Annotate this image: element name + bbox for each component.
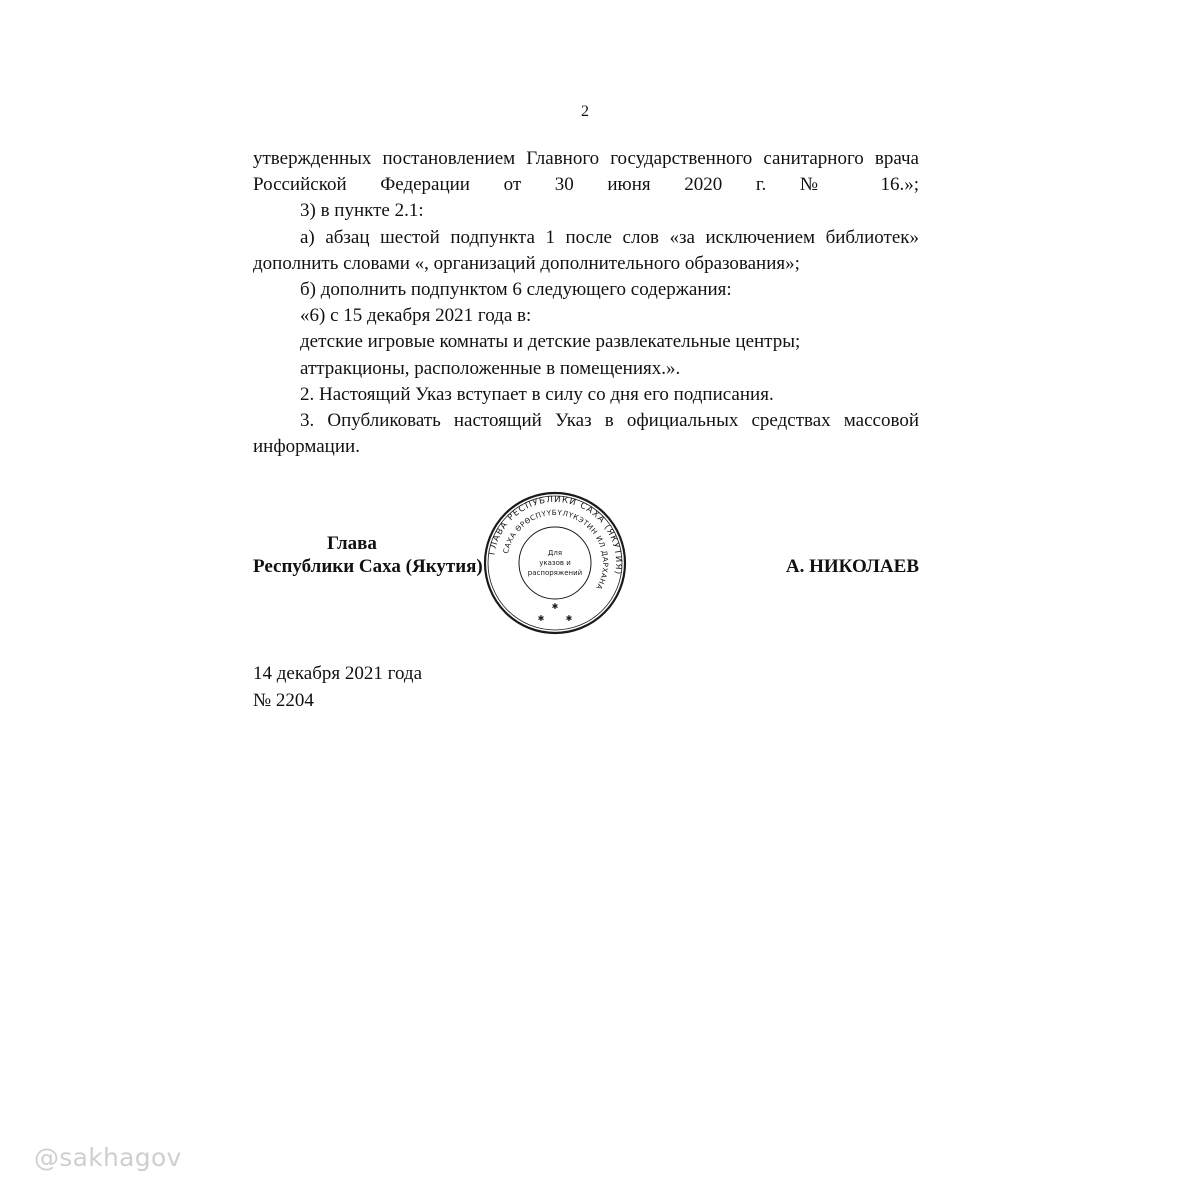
svg-text:✱: ✱ xyxy=(537,614,545,623)
seal-center-line-3: распоряжений xyxy=(527,569,583,577)
paragraph-item-2: 2. Настоящий Указ вступает в силу со дня его подписания. xyxy=(300,383,774,405)
svg-text:✱: ✱ xyxy=(551,602,559,611)
official-seal xyxy=(483,491,627,635)
seal-inner-text: САХА ӨРӨСПҮҮБҮЛҮКЭТИН ИЛ ДАРХАНА xyxy=(500,507,611,592)
paragraph-item-3-publish: 3. Опубликовать настоящий Указ в официальных средствах массовой информации. xyxy=(253,410,919,458)
paragraph-quote-6: «6) с 15 декабря 2021 года в: xyxy=(300,305,532,327)
page-number: 2 xyxy=(581,103,589,120)
watermark: @sakhagov xyxy=(34,1143,182,1172)
document-body xyxy=(253,146,919,460)
signature-title: Глава xyxy=(327,533,377,554)
paragraph-item-3: 3) в пункте 2.1: xyxy=(300,200,424,222)
paragraph-list-attractions: аттракционы, расположенные в помещениях.». xyxy=(300,357,681,379)
signature-name: А. НИКОЛАЕВ xyxy=(785,556,919,577)
paragraph-subitem-b: б) дополнить подпунктом 6 следующего содержания: xyxy=(300,279,732,301)
paragraph-continuation: утвержденных постановлением Главного государственного санитарного врача Российской Федерации от 30 июня 2020 г. № 16.»; xyxy=(253,148,919,196)
paragraph-subitem-a: а) абзац шестой подпункта 1 после слов «за исключением библиотек» дополнить словами «, организаций дополнительного образования»; xyxy=(253,226,919,274)
seal-center-line-2: указов и xyxy=(539,559,571,567)
seal-star-ornaments xyxy=(538,602,573,623)
signature-organization: Республики Саха (Якутия) xyxy=(253,556,483,577)
svg-text:✱: ✱ xyxy=(565,614,573,623)
paragraph-list-children-rooms: детские игровые комнаты и детские развлекательные центры; xyxy=(300,331,801,353)
document-date: 14 декабря 2021 года xyxy=(253,663,423,684)
document-number: № 2204 xyxy=(253,690,314,711)
seal-outer-text: ГЛАВА РЕСПУБЛИКИ САХА (ЯКУТИЯ) xyxy=(487,494,624,576)
seal-center-line-1: Для xyxy=(547,549,563,557)
